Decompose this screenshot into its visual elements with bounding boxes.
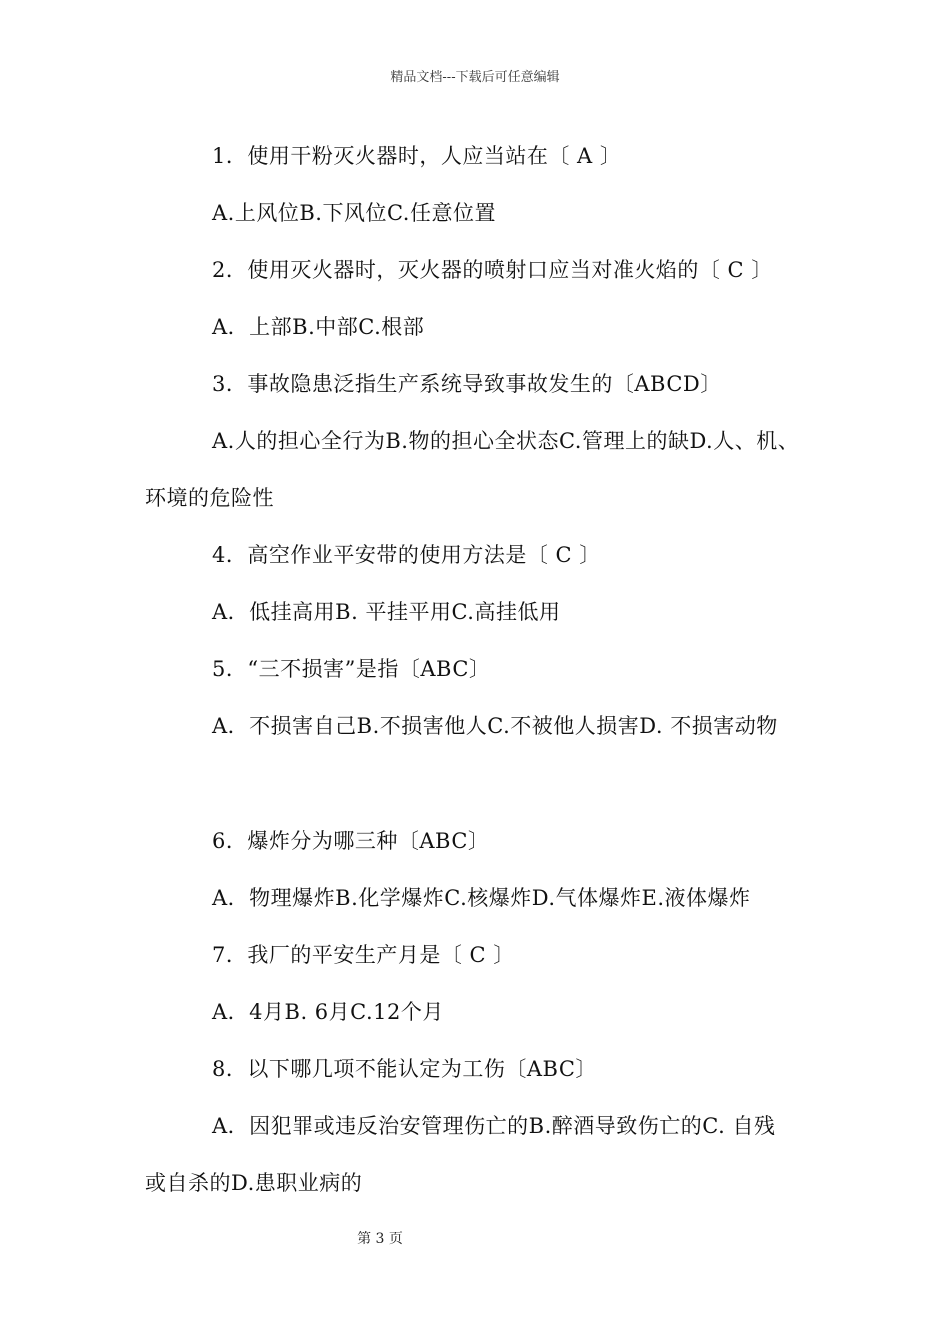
question-1: 1．使用干粉灭火器时，人应当站在〔 A 〕 bbox=[212, 144, 622, 168]
options-8-continued: 或自杀的D.患职业病的 bbox=[145, 1171, 363, 1195]
options-2: A．上部B.中部C.根部 bbox=[212, 315, 425, 339]
question-5: 5．“三不损害”是指〔ABC〕 bbox=[212, 657, 491, 681]
options-8: A．因犯罪或违反治安管理伤亡的B.醉酒导致伤亡的C. 自残 bbox=[212, 1114, 776, 1138]
question-6: 6．爆炸分为哪三种〔ABC〕 bbox=[212, 829, 490, 853]
question-2: 2．使用灭火器时，灭火器的喷射口应当对准火焰的〔 C 〕 bbox=[212, 258, 773, 282]
options-6: A．物理爆炸B.化学爆炸C.核爆炸D.气体爆炸E.液体爆炸 bbox=[212, 886, 751, 910]
question-7: 7．我厂的平安生产月是〔 C 〕 bbox=[212, 943, 515, 967]
page-header: 精品文档---下载后可任意编辑 bbox=[390, 70, 560, 85]
question-8: 8．以下哪几项不能认定为工伤〔ABC〕 bbox=[212, 1057, 597, 1081]
options-7: A．4月B. 6月C.12个月 bbox=[212, 1000, 444, 1024]
page-number: 第 3 页 bbox=[357, 1231, 403, 1247]
options-5: A．不损害自己B.不损害他人C.不被他人损害D. 不损害动物 bbox=[212, 714, 778, 738]
question-4: 4．高空作业平安带的使用方法是〔 C 〕 bbox=[212, 543, 601, 567]
options-3-continued: 环境的危险性 bbox=[145, 486, 274, 510]
options-3: A.人的担心全行为B.物的担心全状态C.管理上的缺D.人、机、 bbox=[212, 429, 800, 453]
options-4: A．低挂高用B. 平挂平用C.高挂低用 bbox=[212, 600, 561, 624]
question-3: 3．事故隐患泛指生产系统导致事故发生的〔ABCD〕 bbox=[212, 372, 722, 396]
options-1: A.上风位B.下风位C.任意位置 bbox=[212, 201, 496, 225]
